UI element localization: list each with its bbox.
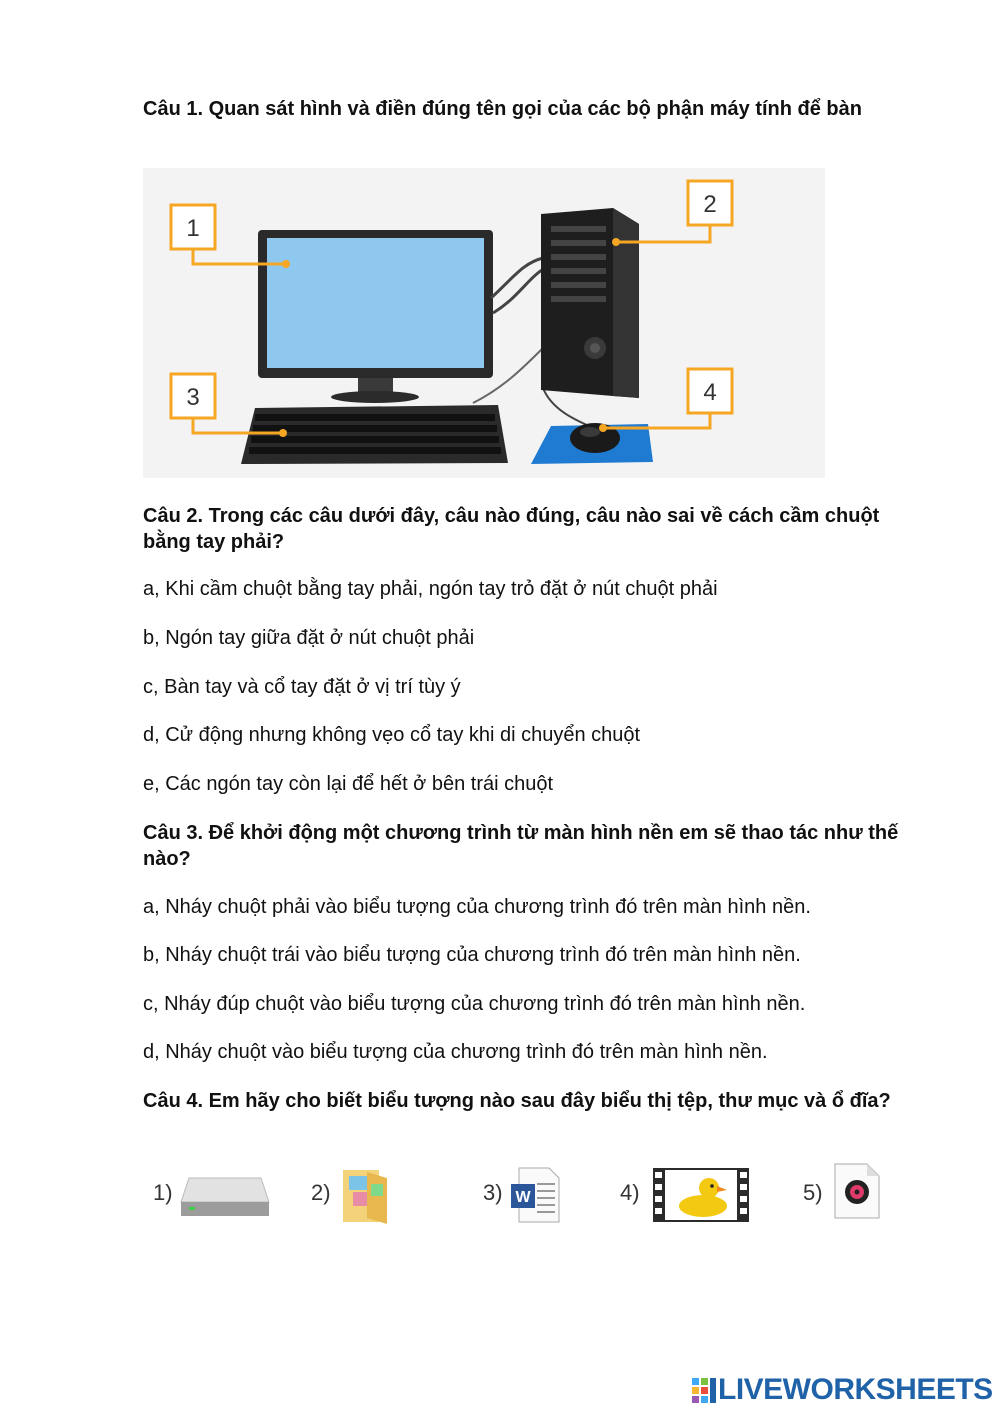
word-document-icon <box>509 1166 561 1224</box>
callout-4-label: 4 <box>703 379 717 406</box>
callout-2 <box>688 181 732 225</box>
liveworksheets-logo-icon <box>692 1376 718 1404</box>
q2-option-c: c, Bàn tay và cổ tay đặt ở vị trí tùy ý <box>143 676 461 698</box>
callout-4 <box>688 369 732 413</box>
hard-drive-icon <box>179 1172 271 1220</box>
q2-option-a: a, Khi cầm chuột bằng tay phải, ngón tay trỏ đặt ở nút chuột phải <box>143 578 718 600</box>
icon-label-5: 5) <box>803 1180 823 1205</box>
icon-label-3: 3) <box>483 1180 503 1205</box>
question-2-title: Câu 2. Trong các câu dưới đây, câu nào đúng, câu nào sai về cách cầm chuột bằng tay phải? <box>143 505 880 553</box>
liveworksheets-logo <box>692 1374 993 1406</box>
icon-label-1: 1) <box>153 1180 173 1205</box>
callout-1 <box>171 205 215 249</box>
q3-option-a: a, Nháy chuột phải vào biểu tượng của chương trình đó trên màn hình nền. <box>143 896 811 918</box>
q2-option-e: e, Các ngón tay còn lại để hết ở bên trái chuột <box>143 773 554 795</box>
callout-2-label: 2 <box>703 191 717 218</box>
q2-option-b: b, Ngón tay giữa đặt ở nút chuột phải <box>143 627 475 649</box>
q3-option-d: d, Nháy chuột vào biểu tượng của chương trình đó trên màn hình nền. <box>143 1041 768 1063</box>
question-1-title: Câu 1. Quan sát hình và điền đúng tên gọi của các bộ phận máy tính để bàn <box>143 98 862 120</box>
liveworksheets-logo-text: LIVEWORKSHEETS <box>718 1373 993 1406</box>
music-file-icon <box>833 1162 881 1220</box>
question-3-title: Câu 3. Để khởi động một chương trình từ màn hình nền em sẽ thao tác như thế nào? <box>143 822 899 870</box>
callout-1-label: 1 <box>186 215 200 242</box>
callout-3 <box>171 374 215 418</box>
icon-label-4: 4) <box>620 1180 640 1205</box>
monitor-illustration <box>258 230 493 403</box>
icon-label-2: 2) <box>311 1180 331 1205</box>
svg-text:W: W <box>515 1189 531 1206</box>
q3-option-b: b, Nháy chuột trái vào biểu tượng của chương trình đó trên màn hình nền. <box>143 944 801 966</box>
question-4-title: Câu 4. Em hãy cho biết biểu tượng nào sau đây biểu thị tệp, thư mục và ổ đĩa? <box>143 1090 891 1112</box>
callout-3-label: 3 <box>186 384 200 411</box>
computer-diagram <box>143 168 825 478</box>
q2-option-d: d, Cử động nhưng không vẹo cổ tay khi di chuyển chuột <box>143 724 641 746</box>
folder-icon <box>341 1166 391 1226</box>
system-unit-illustration <box>541 208 639 398</box>
q4-icon-row <box>143 1160 903 1230</box>
video-file-icon <box>651 1166 751 1224</box>
q3-option-c: c, Nháy đúp chuột vào biểu tượng của chương trình đó trên màn hình nền. <box>143 993 806 1015</box>
